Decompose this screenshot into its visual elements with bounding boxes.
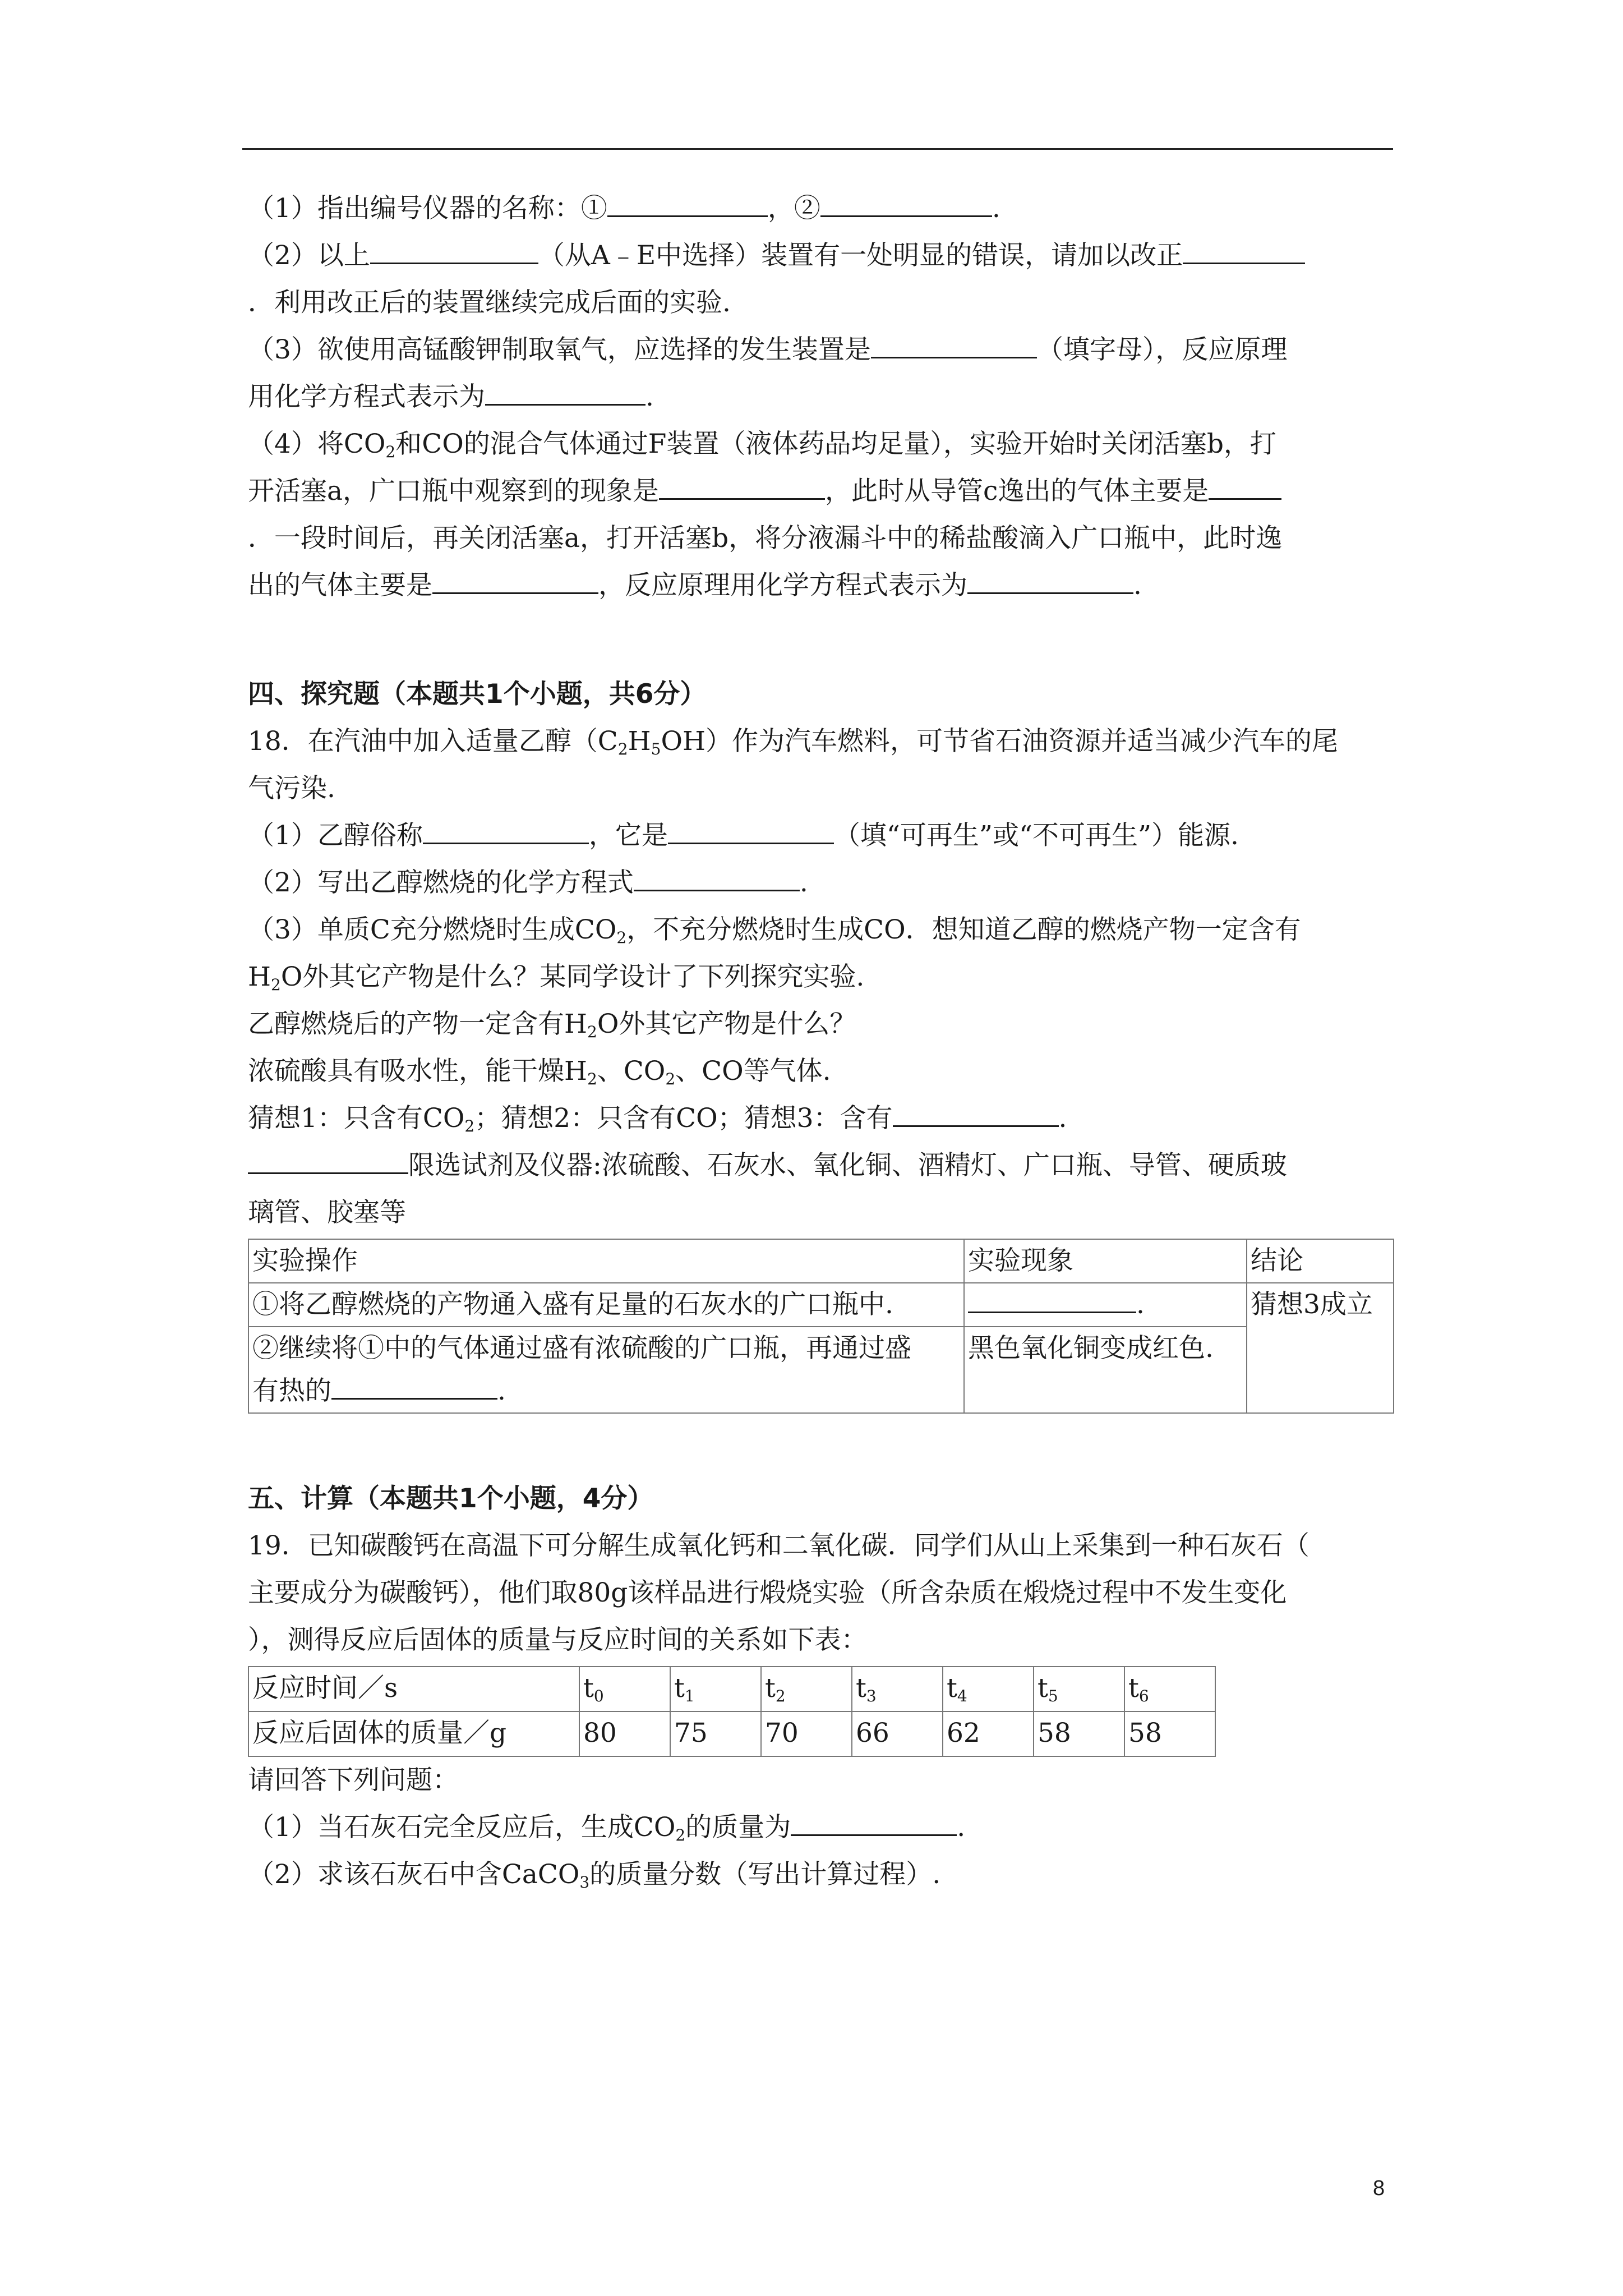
table-row-label: 反应时间／s: [248, 1667, 579, 1711]
q19-stem-cont: ），测得反应后固体的质量与反应时间的关系如下表：: [248, 1625, 868, 1655]
q17-part2-cont: ．利用改正后的装置继续完成后面的实验.: [248, 287, 731, 318]
q18-info: 浓硫酸具有吸水性，能干燥$H_2$、$CO_2$、CO等气体.: [248, 1056, 831, 1088]
answer-blank[interactable]: [820, 190, 992, 217]
q18-part3: （3）单质C充分燃烧时生成$CO_2$，不充分燃烧时生成CO．想知道乙醇的燃烧产物一定含有: [248, 914, 1301, 947]
table-header: 实验现象: [964, 1239, 1247, 1283]
page-number: 8: [1373, 2177, 1385, 2200]
answer-blank[interactable]: [634, 864, 800, 891]
q18-part1: （1）乙醇俗称 ，它是 （填“可再生”或“不可再生”）能源.: [248, 812, 1392, 859]
table-cell: $t_6$: [1124, 1667, 1215, 1711]
q18-stem-cont: 气污染.: [248, 773, 335, 804]
q17-part4-cont1: 开活塞a，广口瓶中观察到的现象是 ，此时从导管c逸出的气体主要是: [248, 468, 1392, 515]
q19-part2: （2）求该石灰石中含CaCO$_3$的质量分数（写出计算过程）.: [248, 1859, 941, 1892]
table-cell: $t_5$: [1034, 1667, 1124, 1711]
table-cell: 66: [852, 1711, 943, 1756]
answer-blank[interactable]: [1183, 237, 1305, 264]
answer-blank[interactable]: [248, 1147, 408, 1174]
answer-blank[interactable]: [331, 1372, 497, 1400]
table-cell: 80: [579, 1711, 670, 1756]
answer-blank[interactable]: [370, 237, 538, 264]
table-cell: $t_3$: [852, 1667, 943, 1711]
q19-stem-cont: 主要成分为碳酸钙），他们取80g该样品进行煅烧实验（所含杂质在煅烧过程中不发生变化: [248, 1577, 1287, 1608]
answer-blank[interactable]: [791, 1809, 957, 1836]
answer-blank[interactable]: [659, 472, 825, 500]
answer-blank[interactable]: [967, 567, 1133, 594]
section-heading: 四、探究题（本题共1个小题，共6分）: [248, 679, 707, 710]
table-header: 结论: [1247, 1239, 1394, 1283]
q18-reagents-cont: 璃管、胶塞等: [248, 1197, 406, 1228]
section-heading: 五、计算（本题共1个小题，4分）: [248, 1483, 654, 1514]
q19-ask: 请回答下列问题：: [248, 1765, 459, 1796]
table-cell: 猜想3成立: [1247, 1283, 1394, 1413]
table-cell: .: [964, 1283, 1247, 1327]
q17-part4: （4）将$CO_2$和CO的混合气体通过F装置（液体药品均足量），实验开始时关闭活塞b，打: [248, 429, 1276, 461]
q18-guesses: 猜想1：只含有$CO_2$；猜想2：只含有CO；猜想3：含有 .: [248, 1095, 1392, 1142]
q18-reagents: 限选试剂及仪器:浓硫酸、石灰水、氧化铜、酒精灯、广口瓶、导管、硬质玻: [248, 1142, 1392, 1189]
table-cell: 70: [761, 1711, 852, 1756]
q17-part4-cont2: ．一段时间后，再关闭活塞a，打开活塞b，将分液漏斗中的稀盐酸滴入广口瓶中，此时逸: [248, 523, 1283, 554]
experiment-table: [248, 1239, 1394, 1414]
q17-part3: （3）欲使用高锰酸钾制取氧气，应选择的发生装置是 （填字母），反应原理: [248, 326, 1392, 374]
answer-blank[interactable]: [485, 378, 645, 406]
table-cell: 黑色氧化铜变成红色.: [964, 1327, 1247, 1413]
q17-part2: （2）以上 （从A﹣E中选择）装置有一处明显的错误，请加以改正: [248, 232, 1392, 279]
table-cell: $t_2$: [761, 1667, 852, 1711]
answer-blank[interactable]: [668, 817, 834, 844]
q18-part3-cont: $H_2O$外其它产物是什么？某同学设计了下列探究实验.: [248, 961, 865, 994]
table-cell: ②继续将①中的气体通过盛有浓硫酸的广口瓶，再通过盛 有热的 .: [248, 1327, 964, 1413]
answer-blank[interactable]: [893, 1099, 1059, 1127]
q19-stem: 19．已知碳酸钙在高温下可分解生成氧化钙和二氧化碳．同学们从山上采集到一种石灰石（: [248, 1530, 1310, 1561]
answer-blank[interactable]: [871, 331, 1037, 358]
q18-question: 乙醇燃烧后的产物一定含有$H_2O$外其它产物是什么？: [248, 1009, 856, 1041]
q17-part3-cont: 用化学方程式表示为 .: [248, 374, 1392, 421]
table-header: 实验操作: [248, 1239, 964, 1283]
reaction-table: [248, 1666, 1216, 1757]
header-rule: [242, 148, 1393, 150]
answer-blank[interactable]: [607, 190, 768, 217]
table-cell: 58: [1124, 1711, 1215, 1756]
table-cell: $t_0$: [579, 1667, 670, 1711]
table-cell: 62: [943, 1711, 1034, 1756]
table-cell: $t_1$: [670, 1667, 761, 1711]
q18-part2: （2）写出乙醇燃烧的化学方程式 .: [248, 859, 1392, 907]
table-row-label: 反应后固体的质量／g: [248, 1711, 579, 1756]
answer-blank[interactable]: [968, 1286, 1136, 1313]
q17-part1: （1）指出编号仪器的名称：① ，② .: [248, 185, 1392, 232]
document-body: [248, 185, 1392, 1898]
answer-blank[interactable]: [1209, 472, 1281, 500]
table-cell: 75: [670, 1711, 761, 1756]
q17-part4-cont3: 出的气体主要是 ，反应原理用化学方程式表示为 .: [248, 562, 1392, 609]
table-cell: $t_4$: [943, 1667, 1034, 1711]
q19-part1: （1）当石灰石完全反应后，生成$CO_2$的质量为 .: [248, 1804, 1392, 1851]
answer-blank[interactable]: [423, 817, 589, 844]
table-cell: ①将乙醇燃烧的产物通入盛有足量的石灰水的广口瓶中.: [248, 1283, 964, 1327]
answer-blank[interactable]: [432, 567, 598, 594]
q18-stem: 18．在汽油中加入适量乙醇$(C_2H_5OH)$作为汽车燃料，可节省石油资源并适当减少汽车的尾: [248, 726, 1338, 758]
table-cell: 58: [1034, 1711, 1124, 1756]
